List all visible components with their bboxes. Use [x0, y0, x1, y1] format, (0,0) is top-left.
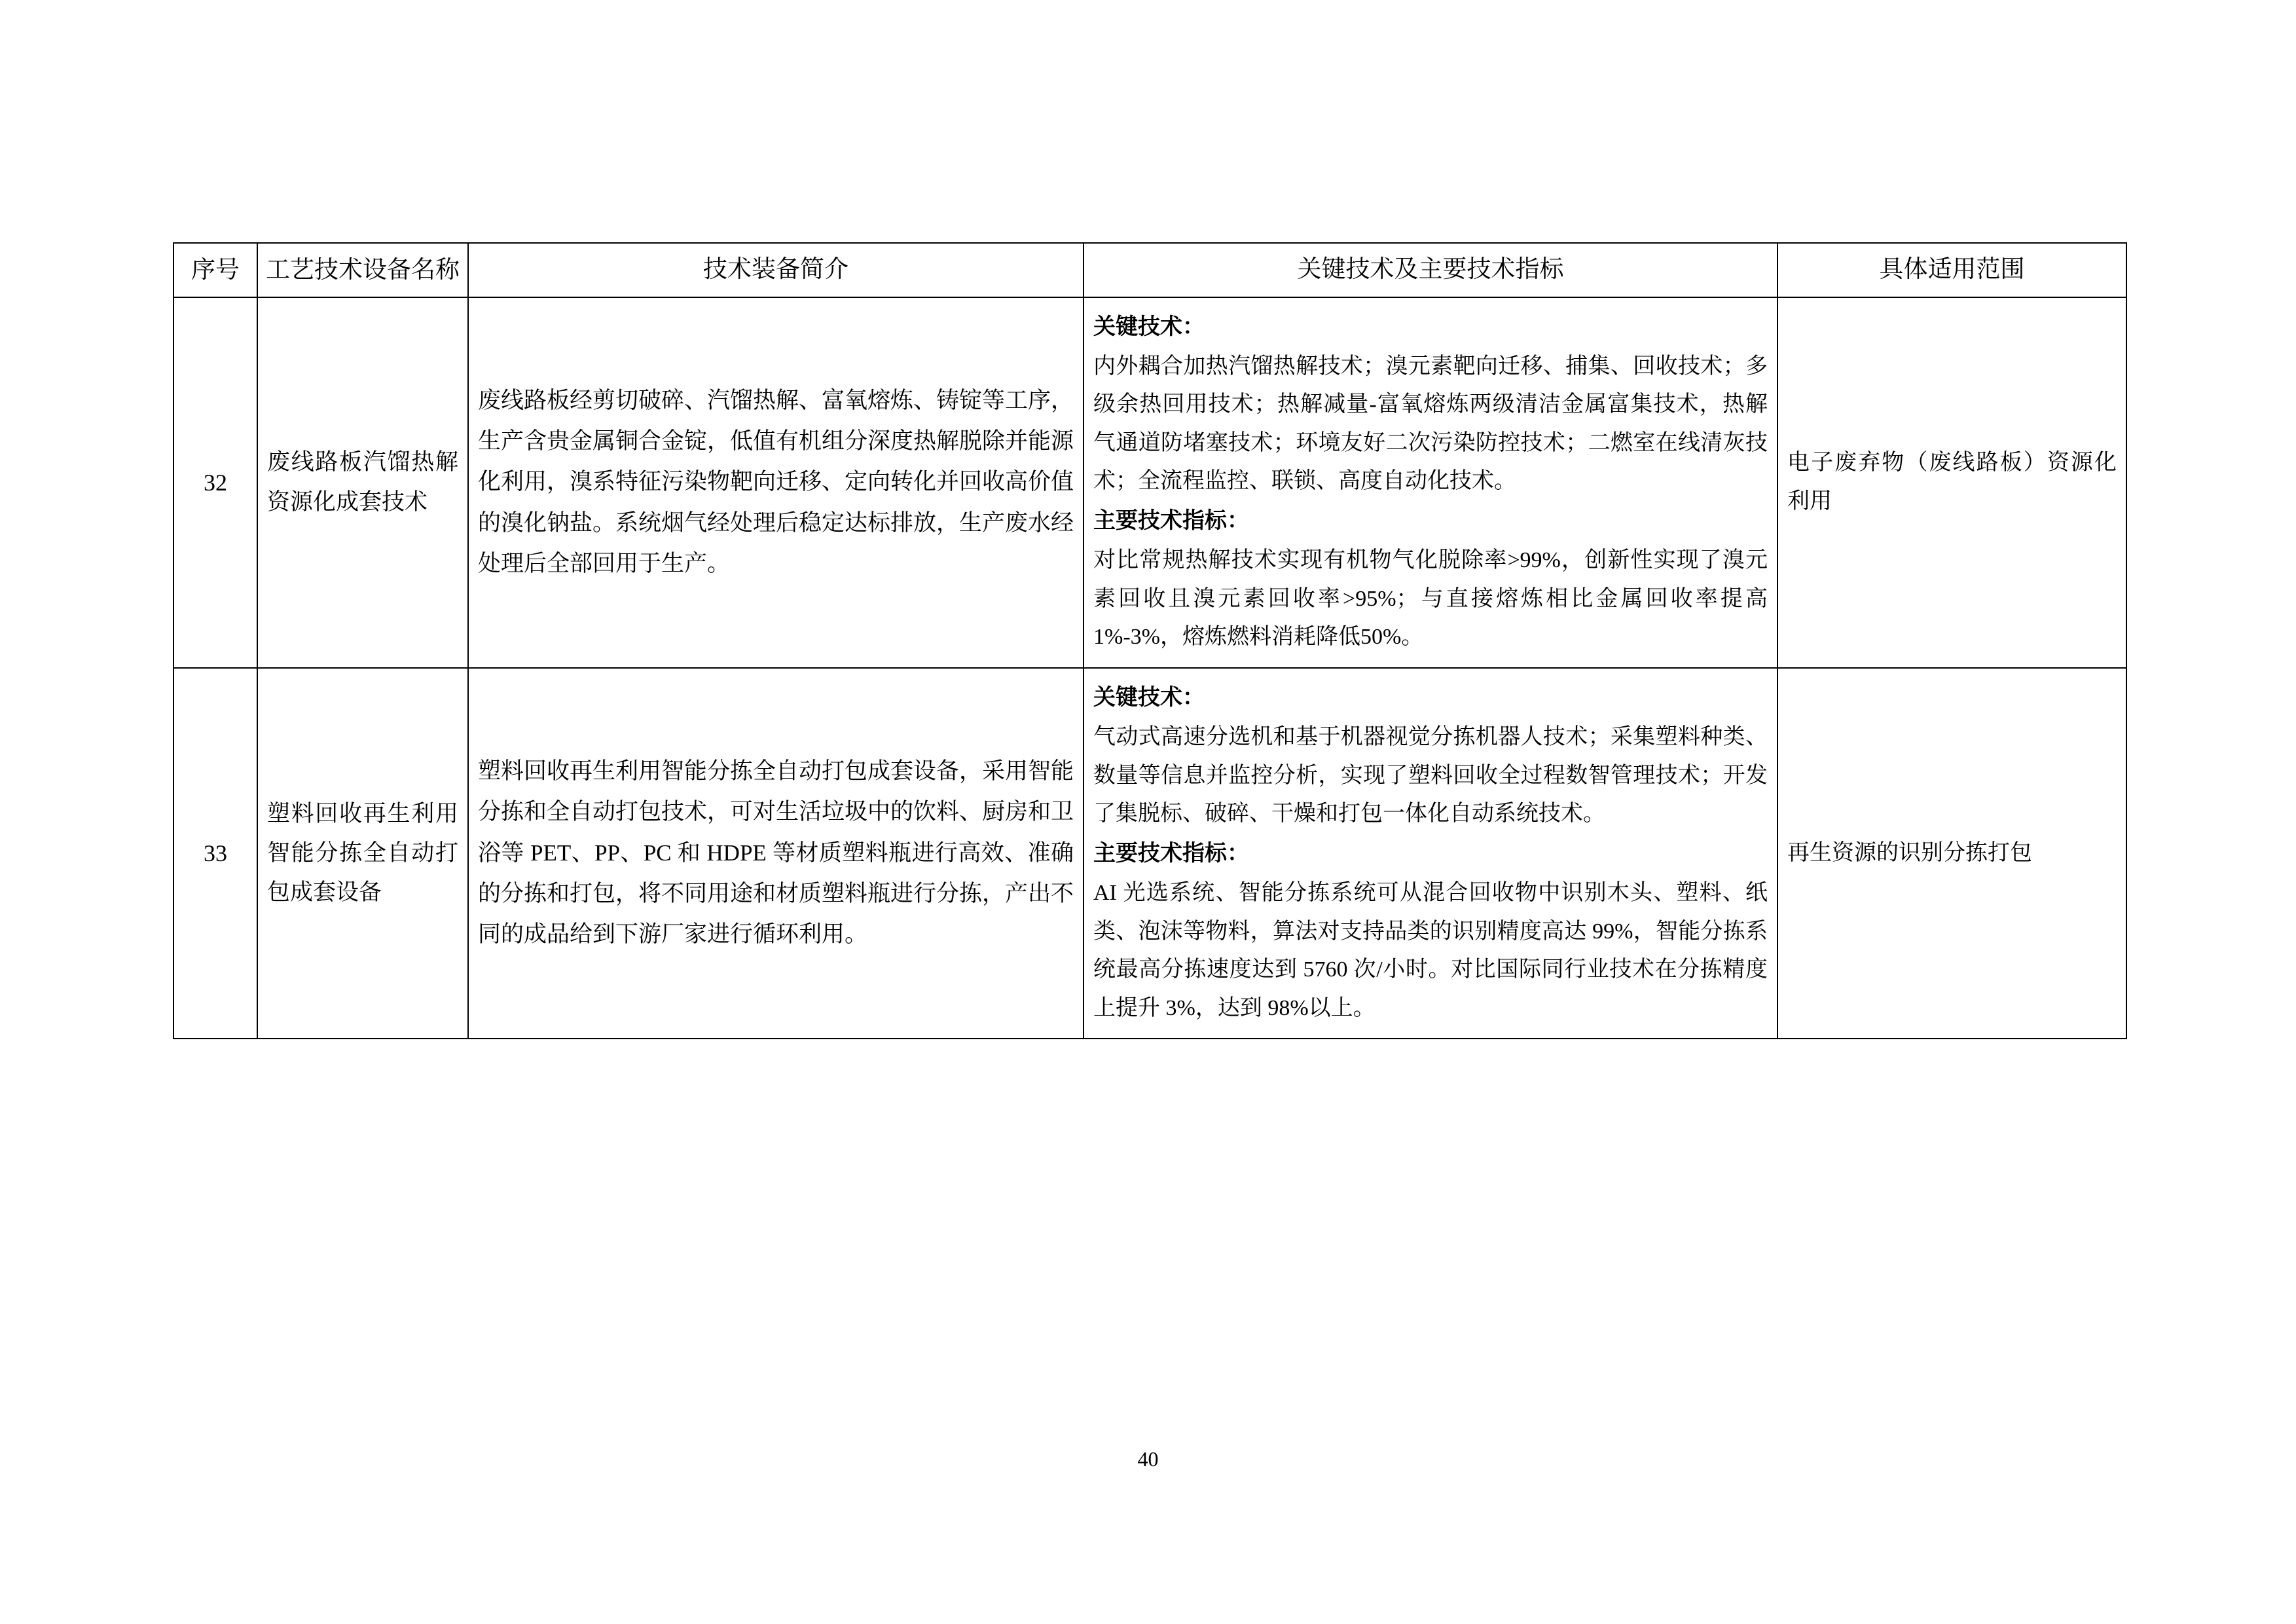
- main-metrics-title: 主要技术指标：: [1093, 508, 1249, 533]
- row-key-technology: [1084, 668, 1777, 1039]
- key-technology-title: 关键技术：: [1093, 314, 1205, 339]
- main-metrics-block: [1093, 835, 1768, 1027]
- row-technology-intro: 废线路板经剪切破碎、汽馏热解、富氧熔炼、铸锭等工序，生产含贵金属铜合金锭，低值有机组分深度热解脱除并能源化利用，溴系特征污染物靶向迁移、定向转化并回收高价值的溴化钠盐。系统烟气经处理后稳定达标排放，生产废水经处理后全部回用于生产。: [468, 297, 1084, 668]
- table-row: [173, 668, 2126, 1039]
- main-metrics-body: 对比常规热解技术实现有机物气化脱除率>99%，创新性实现了溴元素回收且溴元素回收率>95%；与直接熔炼相比金属回收率提高1%-3%，熔炼燃料消耗降低50%。: [1093, 548, 1768, 650]
- table-row: [173, 297, 2126, 668]
- header-cell-no: 序号: [173, 243, 257, 297]
- technology-table: [173, 242, 2127, 1039]
- row-application-scope: 再生资源的识别分拣打包: [1777, 668, 2126, 1039]
- row-technology-name: 塑料回收再生利用智能分拣全自动打包成套设备: [257, 668, 468, 1039]
- key-technology-block: [1093, 679, 1768, 834]
- key-technology-block: [1093, 308, 1768, 501]
- row-application-scope: 电子废弃物（废线路板）资源化利用: [1777, 297, 2126, 668]
- header-cell-scope: 具体适用范围: [1777, 243, 2126, 297]
- main-metrics-body: AI 光选系统、智能分拣系统可从混合回收物中识别木头、塑料、纸类、泡沫等物料，算法对支持品类的识别精度高达 99%，智能分拣系统最高分拣速度达到 5760 次/小时。对比国际同行业技术在分拣精度上提升 3%，达到 98%以上。: [1093, 881, 1768, 1020]
- main-metrics-block: [1093, 502, 1768, 657]
- main-metrics-title: 主要技术指标：: [1093, 841, 1249, 866]
- row-number: 32: [173, 297, 257, 668]
- row-number: 33: [173, 668, 257, 1039]
- header-cell-intro: 技术装备简介: [468, 243, 1084, 297]
- row-technology-name: 废线路板汽馏热解资源化成套技术: [257, 297, 468, 668]
- header-cell-name: 工艺技术设备名称: [257, 243, 468, 297]
- key-technology-body: 内外耦合加热汽馏热解技术；溴元素靶向迁移、捕集、回收技术；多级余热回用技术；热解减量-富氧熔炼两级清洁金属富集技术，热解气通道防堵塞技术；环境友好二次污染防控技术；二燃室在线清灰技术；全流程监控、联锁、高度自动化技术。: [1093, 354, 1768, 494]
- table-header-row: [173, 243, 2126, 297]
- key-technology-title: 关键技术：: [1093, 685, 1205, 710]
- page-number: 40: [1137, 1447, 1159, 1471]
- row-key-technology: [1084, 297, 1777, 668]
- row-technology-intro: 塑料回收再生利用智能分拣全自动打包成套设备，采用智能分拣和全自动打包技术，可对生活垃圾中的饮料、厨房和卫浴等 PET、PP、PC 和 HDPE 等材质塑料瓶进行高效、准确的分拣和打包，将不同用途和材质塑料瓶进行分拣，产出不同的成品给到下游厂家进行循环利用。: [468, 668, 1084, 1039]
- key-technology-body: 气动式高速分选机和基于机器视觉分拣机器人技术；采集塑料种类、数量等信息并监控分析，实现了塑料回收全过程数智管理技术；开发了集脱标、破碎、干燥和打包一体化自动系统技术。: [1093, 725, 1768, 826]
- header-cell-key: 关键技术及主要技术指标: [1084, 243, 1777, 297]
